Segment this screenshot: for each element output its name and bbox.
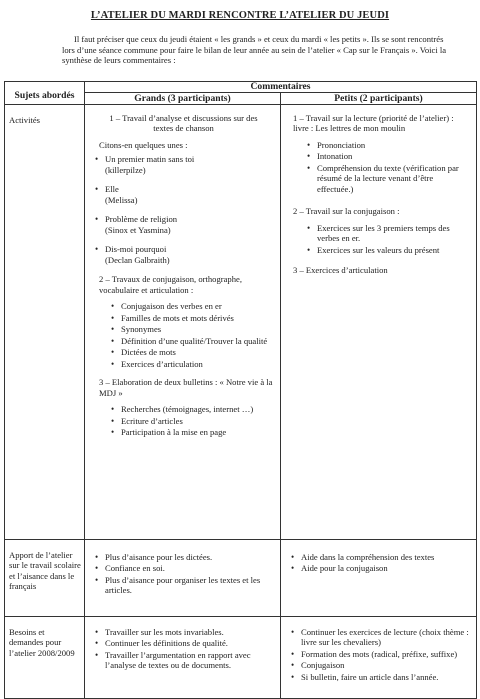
list-item: • Dictées de mots (109, 347, 274, 357)
grands-apport-cell (85, 540, 281, 617)
section-number: 2 – (293, 206, 306, 217)
section-colon: : (394, 206, 400, 217)
row-besoins (5, 617, 477, 699)
grands-section-2-list (93, 301, 274, 369)
section-number: 3 – (293, 265, 306, 276)
list-item: • Intonation (305, 151, 470, 161)
row-label: Apport de l’atelier sur le travail scolaire et l’aisance dans le français (5, 540, 85, 617)
grands-section-1-heading (93, 113, 274, 134)
row-label: Activités (5, 105, 85, 540)
row-label: Besoins et demandes pour l’atelier 2008/2009 (5, 617, 85, 699)
list-item: • Continuer les définitions de qualité. (93, 638, 274, 648)
section-number: 2 – (99, 274, 112, 285)
section-title: Travaux de conjugaison, orthographe, vocabulaire et articulation (99, 274, 242, 295)
petits-besoins-list (289, 627, 470, 682)
grands-section-3-list (93, 404, 274, 437)
list-item: • Familles de mots et mots dérivés (109, 313, 274, 323)
list-item: • Conjugaison (289, 660, 470, 670)
list-item: • Synonymes (109, 324, 274, 334)
song-title: Dis-moi pourquoi (105, 244, 167, 255)
list-item: • Travailler l’argumentation en rapport avec l’analyse de textes ou de documents. (93, 650, 274, 671)
song-artist: (Sinox et Yasmina) (105, 224, 171, 235)
list-item: • Participation à la mise en page (109, 427, 274, 437)
summary-table (4, 81, 477, 699)
section-number: 1 – (109, 113, 123, 123)
song-artist: (killerpilze) (105, 164, 146, 175)
grands-section-2-heading (93, 274, 274, 295)
song-title: Elle (105, 184, 119, 195)
list-item (93, 154, 274, 175)
list-item: • Travailler sur les mots invariables. (93, 627, 274, 637)
list-item (93, 184, 274, 205)
list-item: • Conjugaison des verbes en er (109, 301, 274, 311)
list-item: • Confiance en soi. (93, 563, 274, 573)
section-title: Travail sur la conjugaison (305, 206, 395, 217)
section-title: Exercices d’articulation (305, 265, 388, 276)
petits-section-2-list (289, 223, 470, 255)
song-title: Problème de religion (105, 214, 178, 225)
songs-list (93, 154, 274, 265)
song-artist: (Declan Galbraith) (105, 254, 170, 265)
grands-besoins-cell (85, 617, 281, 699)
list-item: • Ecriture d’articles (109, 416, 274, 426)
list-item: • Exercices sur les valeurs du présent (305, 245, 470, 255)
petits-section-3-heading (289, 265, 470, 275)
list-item: • Aide pour la conjugaison (289, 563, 470, 573)
header-commentaires: Commentaires (85, 82, 477, 93)
row-apport (5, 540, 477, 617)
list-item: • Prononciation (305, 140, 470, 150)
grands-besoins-list (93, 627, 274, 671)
songs-intro: Citons-en quelques unes : (99, 139, 188, 150)
row-activites (5, 105, 477, 540)
song-title: Un premier matin sans toi (105, 154, 195, 165)
section-number: 3 – (99, 377, 112, 388)
petits-section-2-heading (289, 206, 470, 216)
song-artist: (Melissa) (105, 194, 138, 205)
petits-apport-list (289, 552, 470, 574)
petits-besoins-cell (281, 617, 477, 699)
list-item: • Recherches (témoignages, internet …) (109, 404, 274, 414)
section-title: Elaboration de deux bulletins : « Notre vie à la MDJ » (99, 377, 273, 398)
list-item: • Aide dans la compréhension des textes (289, 552, 470, 562)
header-sujets: Sujets abordés (5, 82, 85, 105)
document-title: L’ATELIER DU MARDI RENCONTRE L’ATELIER DU JEUDI (90, 10, 390, 21)
list-item (93, 214, 274, 235)
petits-section-1-heading (289, 113, 470, 134)
header-petits: Petits (2 participants) (281, 93, 477, 105)
section-number: 1 – (293, 113, 306, 123)
petits-activites-cell (281, 105, 477, 540)
section-title: Travail d’analyse et discussions sur des textes de chanson (122, 113, 258, 134)
section-colon: : (188, 284, 194, 295)
list-item: • Formation des mots (radical, préfixe, suffixe) (289, 649, 470, 659)
list-item: • Plus d’aisance pour organiser les textes et les articles. (93, 575, 274, 596)
list-item: • Exercices sur les 3 premiers temps des verbes en er. (305, 223, 470, 244)
list-item: • Plus d’aisance pour les dictées. (93, 552, 274, 562)
petits-section-1-list (289, 140, 470, 194)
intro-paragraph: Il faut préciser que ceux du jeudi étaient « les grands » et ceux du mardi « les petits ». Ils se sont rencontrés lors d’une séance commune pour faire le bilan de leur année au sein de l’atelier « Cap sur le Français ». Voici la synthèse de leurs commentaires : (62, 34, 447, 66)
list-item: • Exercices d’articulation (109, 359, 274, 369)
list-item: • Compréhension du texte (vérification par résumé de la lecture venant d’être effectuée.) (305, 163, 470, 194)
grands-section-3-heading (93, 377, 274, 398)
header-grands: Grands (3 participants) (85, 93, 281, 105)
list-item: • Définition d’une qualité/Trouver la qualité (109, 336, 274, 346)
list-item (93, 244, 274, 265)
petits-apport-cell (281, 540, 477, 617)
list-item: • Si bulletin, faire un article dans l’année. (289, 672, 470, 682)
header-row (5, 82, 477, 93)
grands-activites-cell (85, 105, 281, 540)
list-item: • Continuer les exercices de lecture (choix thème : livre sur les chevaliers) (289, 627, 470, 648)
section-title: Travail sur la lecture (priorité de l’atelier) : livre : Les lettres de mon moulin (293, 113, 454, 134)
grands-apport-list (93, 552, 274, 596)
